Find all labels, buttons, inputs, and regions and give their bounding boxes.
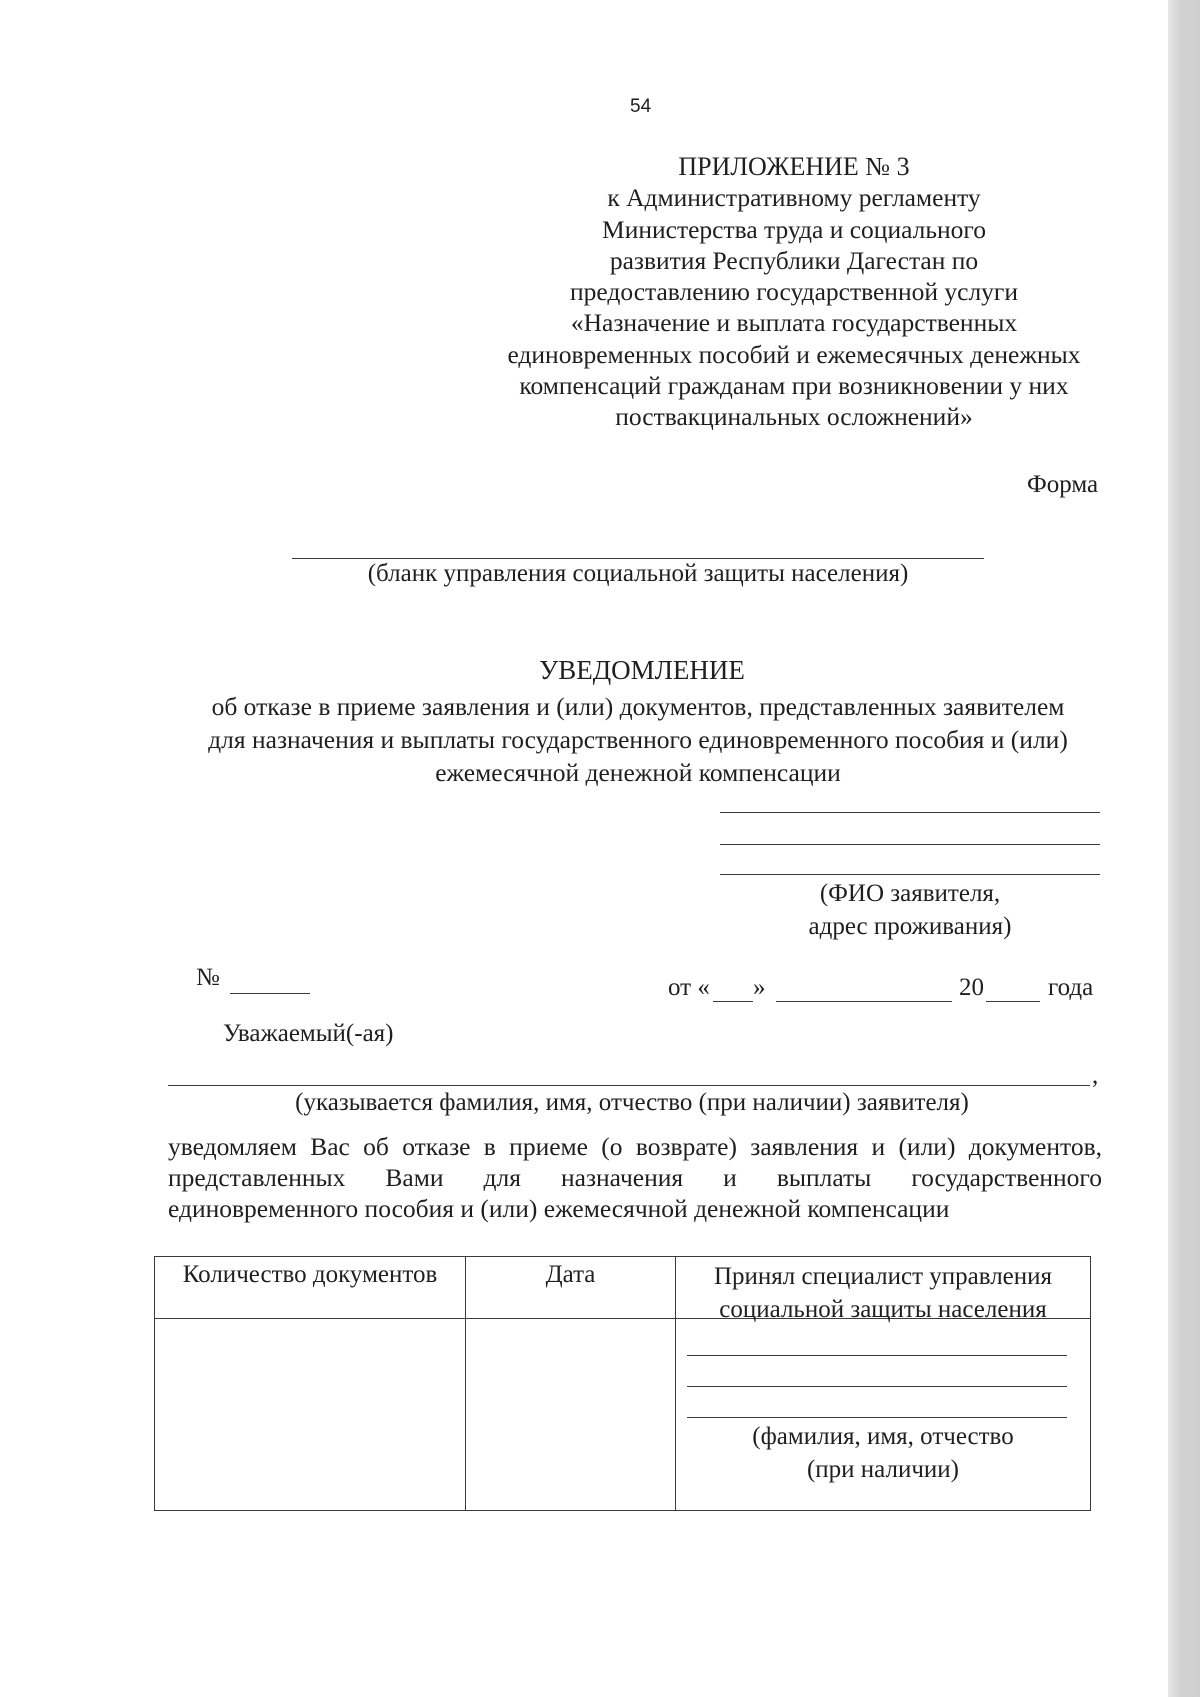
appendix-header <box>470 151 1118 433</box>
body-line: уведомляем Вас об отказе в приеме (о возврате) заявления и (или) документов, <box>168 1132 1102 1161</box>
body-line: представленных Вами для назначения и выплаты государственного <box>168 1163 1102 1192</box>
name-line <box>168 1085 1090 1086</box>
date-century: 20 <box>959 974 984 1001</box>
table-header-text: социальной защиты населения <box>719 1296 1047 1323</box>
page-number: 54 <box>630 96 652 117</box>
applicant-line <box>720 874 1100 875</box>
table-header-text: Количество документов <box>182 1261 438 1288</box>
appendix-title: ПРИЛОЖЕНИЕ № 3 <box>678 152 910 181</box>
signature-caption <box>676 1420 1090 1486</box>
applicant-caption-line: адрес проживания) <box>808 913 1012 940</box>
blank-caption: (бланк управления социальной защиты населения) <box>367 560 909 587</box>
appendix-line: компенсаций гражданам при возникновении у них <box>519 371 1069 401</box>
appendix-line: Министерства труда и социального <box>602 214 986 244</box>
number-line <box>230 993 310 994</box>
appendix-line: к Административному регламенту <box>607 183 981 213</box>
appendix-line: поствакцинальных осложнений» <box>615 402 973 432</box>
signature-line <box>687 1417 1067 1418</box>
date-month-line <box>776 1001 952 1002</box>
appendix-line: единовременных пособий и ежемесячных денежных <box>507 339 1081 369</box>
date-day-line <box>713 1001 753 1002</box>
date-year-line <box>986 1001 1040 1002</box>
date-year-word: года <box>1048 974 1094 1001</box>
signature-line <box>687 1355 1067 1356</box>
notice-subtitle <box>170 690 1106 789</box>
applicant-line <box>720 812 1100 813</box>
applicant-caption <box>760 877 1060 943</box>
appendix-line: предоставлению государственной услуги <box>569 277 1019 307</box>
body-paragraph <box>168 1131 1102 1224</box>
table-header-specialist <box>676 1260 1090 1326</box>
applicant-caption-line: (ФИО заявителя, <box>819 880 1001 907</box>
scan-edge <box>1168 0 1200 1697</box>
notice-subtitle-line: об отказе в приеме заявления и (или) документов, представленных заявителем <box>211 692 1065 721</box>
form-label: Форма <box>1027 471 1099 498</box>
appendix-line: «Назначение и выплата государственных <box>570 308 1018 338</box>
notice-subtitle-line: ежемесячной денежной компенсации <box>435 758 841 787</box>
table-header-text: Принял специалист управления <box>713 1263 1053 1290</box>
name-caption: (указывается фамилия, имя, отчество (при наличии) заявителя) <box>295 1089 969 1116</box>
table-left-border <box>154 1256 155 1511</box>
appendix-line: развития Республики Дагестан по <box>609 245 979 275</box>
table-right-border <box>1090 1256 1091 1511</box>
date-from: от « <box>668 974 710 1001</box>
signature-caption-line: (фамилия, имя, отчество <box>752 1423 1014 1450</box>
signature-caption-line: (при наличии) <box>806 1456 960 1483</box>
notice-title: УВЕДОМЛЕНИЕ <box>539 655 745 685</box>
applicant-line <box>720 844 1100 845</box>
table-top-border <box>154 1256 1091 1257</box>
signature-line <box>687 1386 1067 1387</box>
number-label: № <box>196 964 220 991</box>
table-column-divider <box>465 1256 466 1511</box>
table-header-count <box>155 1258 465 1291</box>
table-header-text: Дата <box>545 1261 596 1288</box>
notice-subtitle-line: для назначения и выплаты государственного единовременного пособия и (или) <box>208 725 1068 754</box>
table-header-date <box>466 1258 675 1291</box>
body-line: единовременного пособия и (или) ежемесячной денежной компенсации <box>168 1194 950 1223</box>
salutation: Уважаемый(-ая) <box>223 1020 394 1047</box>
blank-line <box>292 558 984 559</box>
comma: , <box>1092 1062 1099 1089</box>
date-close-quote: » <box>753 974 766 1001</box>
table-bottom-border <box>154 1510 1091 1511</box>
